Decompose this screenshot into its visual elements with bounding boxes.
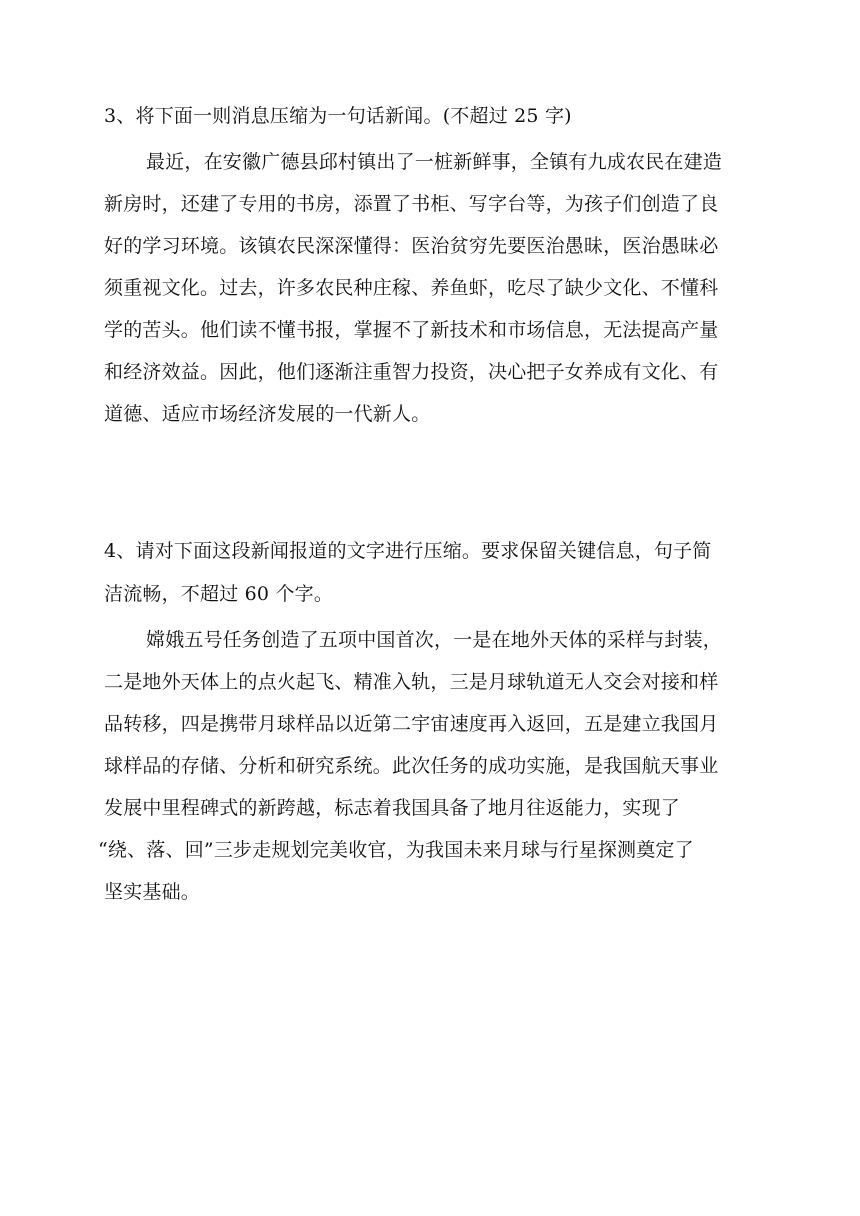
q3-passage-line: 和经济效益。因此，他们逐渐注重智力投资，决心把子女养成有文化、有 xyxy=(104,361,719,383)
q4-prompt-line: 洁流畅，不超过 60 个字。 xyxy=(104,583,334,605)
q4-prompt-line: 4、请对下面这段新闻报道的文字进行压缩。要求保留关键信息，句子简 xyxy=(104,540,712,562)
q3-passage-line: 新房时，还建了专用的书房，添置了书柜、写字台等，为孩子们创造了良 xyxy=(104,193,719,215)
question-3-prompt: 3、将下面一则消息压缩为一句话新闻。(不超过 25 字) xyxy=(104,105,572,127)
q4-passage-line: 发展中里程碑式的新跨越，标志着我国具备了地月往返能力，实现了 xyxy=(104,797,681,819)
q3-passage-line: 好的学习环境。该镇农民深深懂得：医治贫穷先要医治愚昧，医治愚昧必 xyxy=(104,235,719,257)
q4-passage-line: 嫦娥五号任务创造了五项中国首次，一是在地外天体的采样与封装， xyxy=(146,629,723,651)
q3-passage-line: 学的苦头。他们读不懂书报，掌握不了新技术和市场信息，无法提高产量 xyxy=(104,319,719,341)
q4-passage-line: 坚实基础。 xyxy=(104,881,201,903)
q4-passage-line: “绕、落、回”三步走规划完美收官，为我国未来月球与行星探测奠定了 xyxy=(98,839,694,861)
q3-passage-line: 最近，在安徽广德县邱村镇出了一桩新鲜事，全镇有九成农民在建造 xyxy=(146,151,723,173)
q3-passage-line: 道德、适应市场经济发展的一代新人。 xyxy=(104,403,431,425)
q3-passage-line: 须重视文化。过去，许多农民种庄稼、养鱼虾，吃尽了缺少文化、不懂科 xyxy=(104,277,719,299)
q4-passage-line: 品转移，四是携带月球样品以近第二宇宙速度再入返回，五是建立我国月 xyxy=(104,713,719,735)
q4-passage-line: 球样品的存储、分析和研究系统。此次任务的成功实施，是我国航天事业 xyxy=(104,755,719,777)
q4-passage-line: 二是地外天体上的点火起飞、精准入轨，三是月球轨道无人交会对接和样 xyxy=(104,671,719,693)
